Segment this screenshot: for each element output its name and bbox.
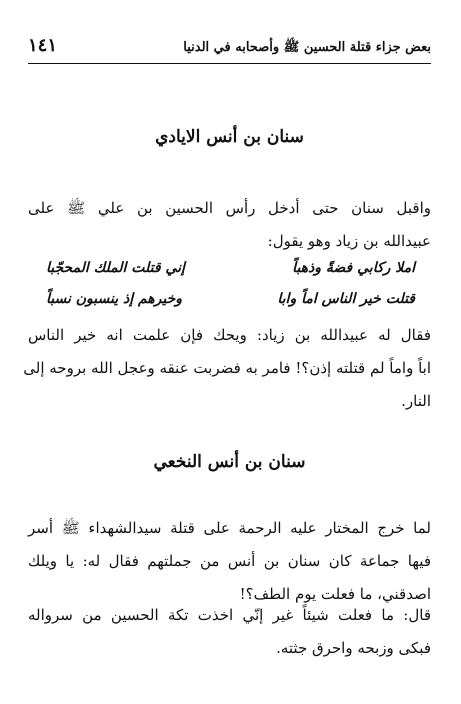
body-paragraph — [28, 599, 431, 665]
text-line: فبكى وزبحه واحرق جثته. — [276, 639, 431, 657]
verse-hemistich: وخيرهم إذ ينسبون نسباً — [46, 291, 183, 307]
body-paragraph — [28, 512, 431, 611]
text-line: اباً واماً لم قتلته إذن؟! فامر به فضربت عنقه وعجل الله بروحه إلى — [23, 359, 431, 377]
text-line: فيها جماعة كان سنان بن أنس من جملتهم فقال له: يا ويلك — [28, 552, 431, 570]
text-line: لما خرج المختار عليه الرحمة على قتلة سيدالشهداء ﷺ أسر — [28, 519, 431, 537]
text-line: اصدقني، ما فعلت يوم الطف؟! — [239, 585, 431, 603]
poem-verse — [40, 260, 421, 288]
header-rule — [28, 63, 431, 64]
running-title: بعض جزاء قتلة الحسين ﷺ وأصحابه في الدنيا — [183, 40, 431, 55]
text-line: قال: ما فعلت شيئاً غير إنّي اخذت تكة الحسين من سرواله — [28, 606, 431, 624]
text-line: عبيدالله بن زياد وهو يقول: — [267, 232, 431, 250]
text-line: النار. — [401, 392, 431, 410]
verse-hemistich: قتلت خير الناس اماً وابا — [277, 291, 415, 307]
section-title-sinan-nakhai: سنان بن أنس النخعي — [153, 452, 306, 472]
body-paragraph — [23, 319, 431, 418]
text-line: واقبل سنان حتى أدخل رأس الحسين بن علي ﷺ على — [28, 199, 431, 217]
text-line: فقال له عبيدالله بن زياد: ويحك فإن علمت انه خير الناس — [28, 326, 431, 344]
page-header — [28, 30, 431, 64]
intro-paragraph — [28, 192, 431, 258]
verse-hemistich: إني قتلت الملك المحجّبا — [46, 260, 185, 276]
page-number: ١٤١ — [28, 35, 58, 56]
poem-verse — [40, 291, 421, 319]
verse-hemistich: املا ركابي فضةً وذهباً — [292, 260, 415, 276]
section-title-sinan-iyadi: سنان بن أنس الايادي — [155, 127, 304, 147]
